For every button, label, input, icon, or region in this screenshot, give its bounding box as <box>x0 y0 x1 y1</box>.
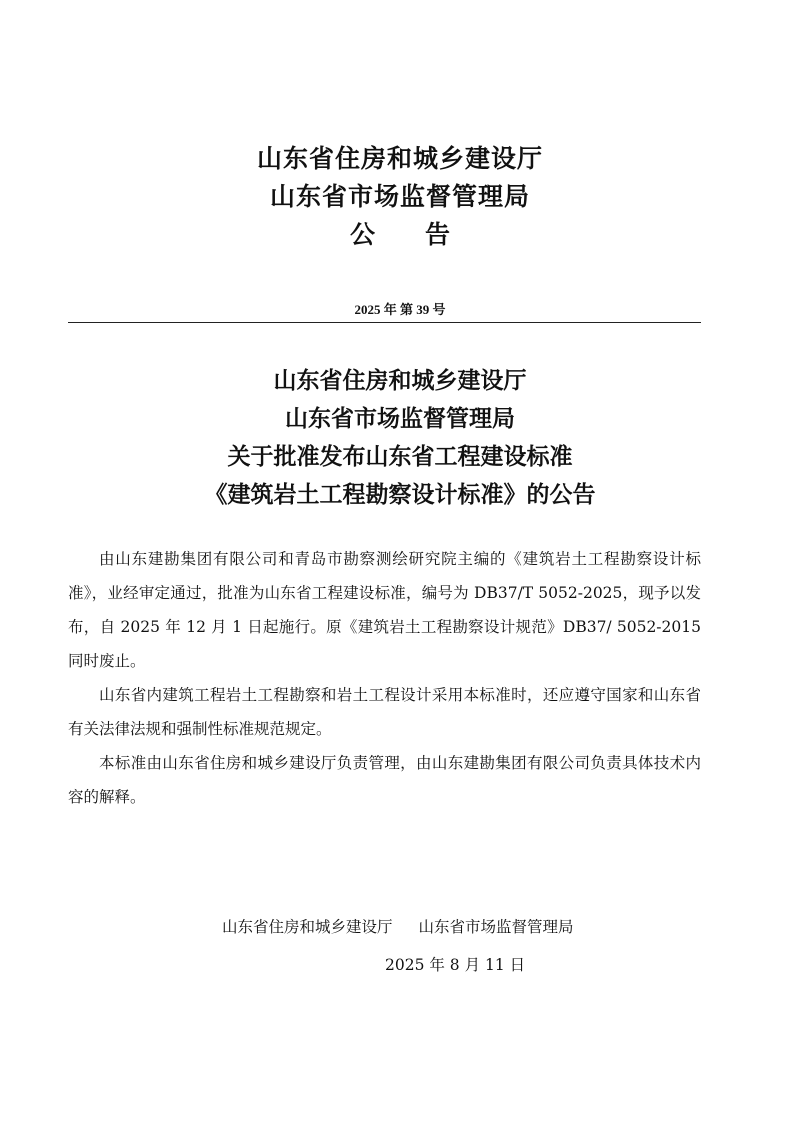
issue-date: 2025 年 8 月 11 日 <box>385 956 526 974</box>
header-divider <box>68 322 701 323</box>
notice-char-2: 告 <box>425 220 451 249</box>
title-line-1: 山东省住房和城乡建设厅 <box>273 368 527 394</box>
issuer-name-housing-dept: 山东省住房和城乡建设厅 <box>256 144 543 173</box>
body-paragraph-3: 本标准由山东省住房和城乡建设厅负责管理，由山东建勘集团有限公司负责具体技术内容的解释。 <box>68 754 701 806</box>
title-line-3: 关于批准发布山东省工程建设标准 <box>227 444 573 470</box>
title-line-4: 《建筑岩土工程勘察设计标准》的公告 <box>204 482 596 508</box>
signer-housing-dept: 山东省住房和城乡建设厅 <box>222 918 393 936</box>
issuer-name-market-bureau: 山东省市场监督管理局 <box>269 182 530 211</box>
signer-market-bureau: 山东省市场监督管理局 <box>418 918 574 936</box>
notice-char-1: 公 <box>349 220 375 249</box>
document-header <box>0 140 800 254</box>
document-title <box>0 362 800 514</box>
body-paragraph-1: 由山东建勘集团有限公司和青岛市勘察测绘研究院主编的《建筑岩土工程勘察设计标准》，业经审定通过，批准为山东省工程建设标准，编号为 DB37/T 5052-2025，现予以发布，自 2025 年 12 月 1 日起施行。原《建筑岩土工程勘察设计规范》DB37/ 5052-2015 同时废止。 <box>68 550 701 670</box>
signers-line <box>222 912 574 942</box>
body-paragraph-2: 山东省内建筑工程岩土工程勘察和岩土工程设计采用本标准时，还应遵守国家和山东省有关法律法规和强制性标准规范规定。 <box>68 686 701 738</box>
document-body <box>68 542 701 814</box>
document-number: 2025 年 第 39 号 <box>354 302 446 317</box>
title-line-2: 山东省市场监督管理局 <box>285 406 515 432</box>
notice-heading <box>0 216 800 254</box>
